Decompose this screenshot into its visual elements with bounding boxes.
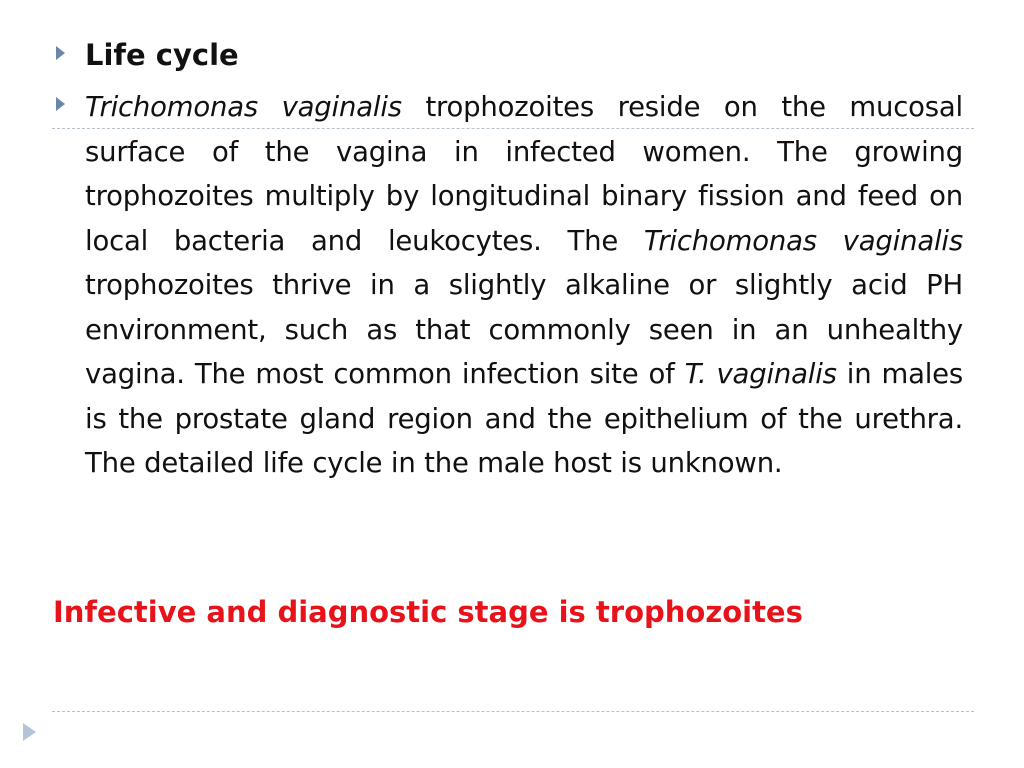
infective-stage-note: Infective and diagnostic stage is trophozoites	[53, 595, 803, 629]
next-slide-arrow-icon[interactable]	[23, 723, 36, 741]
species-name-2: Trichomonas vaginalis	[643, 224, 963, 257]
paragraph-text-3: in males is the prostate gland region and the epithelium of the urethra. The detailed life cycle in the male host is unknown.	[85, 358, 964, 479]
slide-heading: Life cycle	[85, 38, 239, 72]
paragraph-text-2: trophozoites thrive in a slightly alkaline or slightly acid PH environment, such as that commonly seen in an unhealthy vagina. The most common infection site of	[85, 269, 963, 390]
dashed-divider-bottom	[52, 711, 974, 712]
species-name-1: Trichomonas vaginalis	[85, 91, 402, 123]
triangle-bullet-icon	[56, 97, 65, 111]
life-cycle-paragraph	[85, 85, 963, 486]
species-name-3: T. vaginalis	[684, 358, 837, 390]
triangle-bullet-icon	[56, 46, 65, 60]
paragraph-text-1: trophozoites reside on the mucosal surface of the vagina in infected women. The growing trophozoites multiply by longitudinal binary fission and feed on local bacteria and leukocytes. The	[85, 91, 963, 257]
